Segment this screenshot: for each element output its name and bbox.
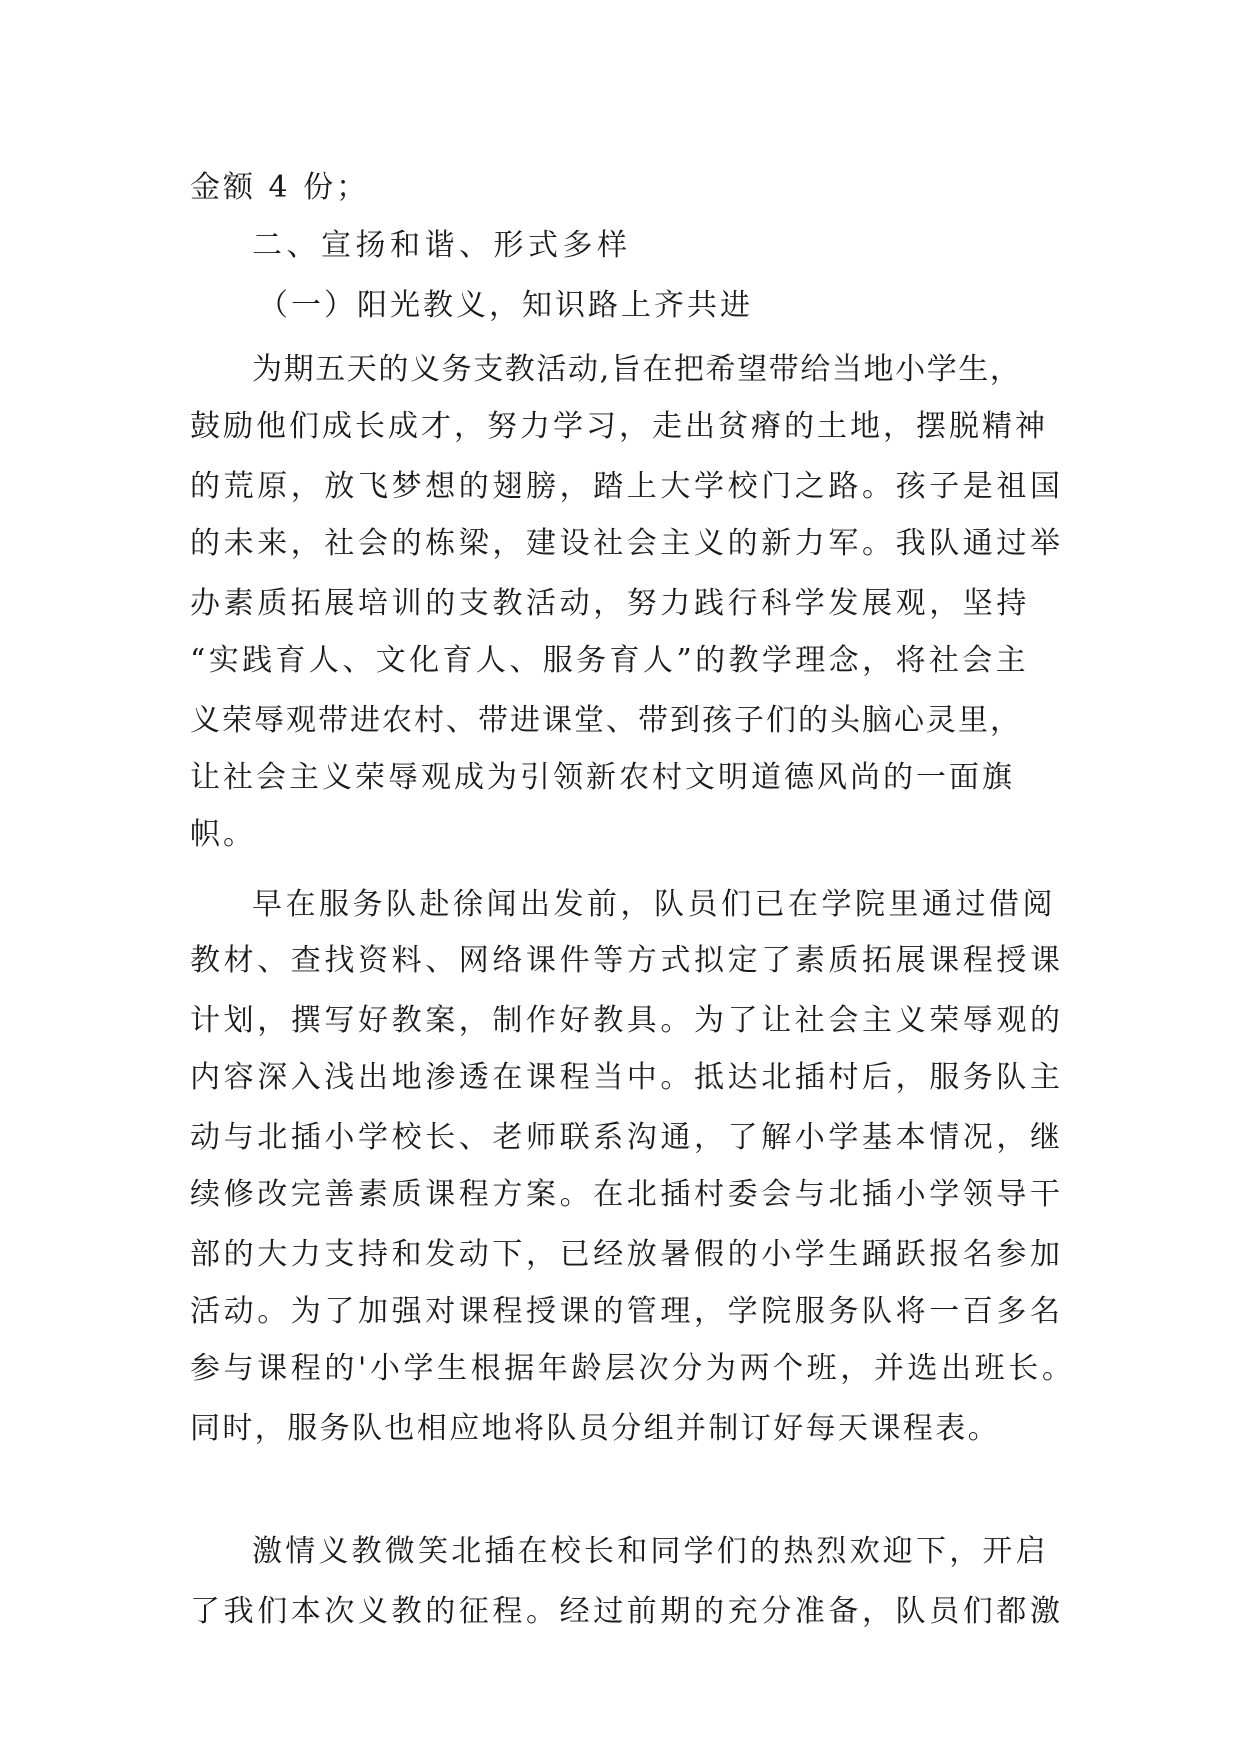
paragraph-line: 鼓励他们成长成才，努力学习，走出贫瘠的土地，摆脱精神	[190, 409, 1048, 444]
paragraph-line: 激情义教微笑北插在校长和同学们的热烈欢迎下，开启	[252, 1534, 1049, 1569]
paragraph-line: 的未来，社会的栋梁，建设社会主义的新力军。我队通过举	[190, 526, 1064, 561]
paragraph-line: 让社会主义荣辱观成为引领新农村文明道德风尚的一面旗	[190, 760, 1015, 795]
paragraph-line: 的荒原，放飞梦想的翅膀，踏上大学校门之路。孩子是祖国	[190, 469, 1064, 504]
paragraph-line: 帜。	[190, 817, 256, 852]
paragraph-line: 早在服务队赴徐闻出发前，队员们已在学院里通过借阅	[252, 887, 1056, 922]
paragraph-line: 教材、查找资料、网络课件等方式拟定了素质拓展课程授课	[190, 943, 1064, 978]
paragraph-line: 计划，撰写好教案，制作好教具。为了让社会主义荣辱观的	[190, 1003, 1064, 1038]
paragraph-line: 办素质拓展培训的支教活动，努力践行科学发展观，坚持	[190, 586, 1030, 621]
paragraph-line: 部的大力支持和发动下，已经放暑假的小学生踊跃报名参加	[190, 1237, 1064, 1272]
paragraph-line: 了我们本次义教的征程。经过前期的充分准备，队员们都激	[190, 1594, 1064, 1629]
paragraph-line: 为期五天的义务支教活动,旨在把希望带给当地小学生，	[252, 352, 1022, 387]
paragraph-line: 义荣辱观带进农村、带进课堂、带到孩子们的头脑心灵里，	[190, 703, 1022, 738]
paragraph-line: 动与北插小学校长、老师联系沟通，了解小学基本情况，继	[190, 1120, 1064, 1155]
paragraph-line: 内容深入浅出地渗透在课程当中。抵达北插村后，服务队主	[190, 1060, 1064, 1095]
paragraph-line: 活动。为了加强对课程授课的管理，学院服务队将一百多名	[190, 1294, 1064, 1329]
subsection-heading: （一）阳光教义，知识路上齐共进	[258, 288, 753, 323]
paragraph-line: 同时，服务队也相应地将队员分组并制订好每天课程表。	[190, 1411, 1000, 1446]
paragraph-line: 参与课程的'小学生根据年龄层次分为两个班，并选出班长。	[190, 1351, 1076, 1386]
paragraph-line: 续修改完善素质课程方案。在北插村委会与北插小学领导干	[190, 1177, 1064, 1212]
paragraph-line: “实践育人、文化育人、服务育人”的教学理念，将社会主	[190, 643, 1030, 678]
section-heading: 二、宣扬和谐、形式多样	[252, 228, 632, 263]
text-line-continuation: 金额 4 份；	[190, 170, 370, 205]
